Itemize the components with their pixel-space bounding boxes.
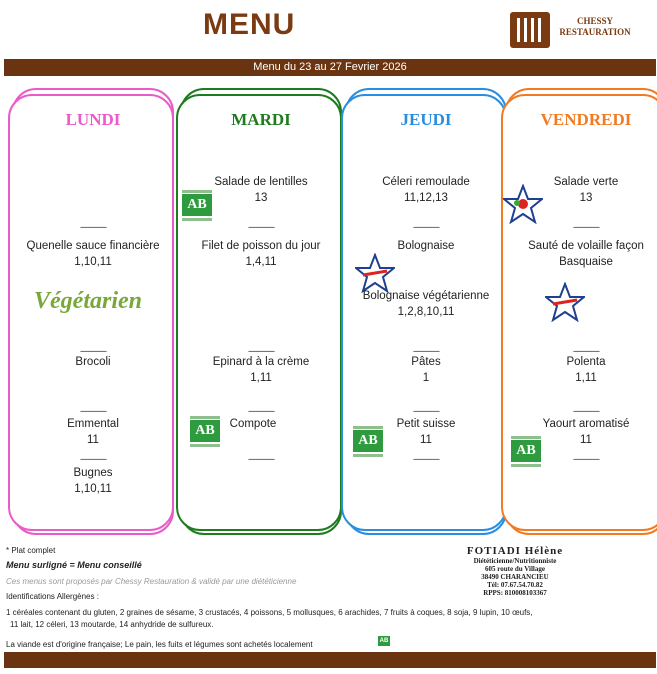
dish: Salade verte 13: [553, 176, 619, 204]
propose-note: Ces menus sont proposés par Chessy Restauration & validé par une diététicienne: [6, 577, 297, 586]
day-column-vendredi: VENDREDI Salade verte 13 ------------- Sauté de volaille façon Basquaise ------------- Polenta 1,11 ------------- Yaourt aromatisé 11 AB -------------: [505, 88, 657, 535]
origine-note: La viande est d'origine française; Le pain, les fuits et légumes sont achetés localement: [6, 640, 313, 649]
menu-surligne-note: Menu surligné = Menu conseillé: [6, 560, 142, 570]
ab-small-logo: AB: [379, 638, 389, 644]
dish: Sauté de volaille façon Basquaise: [528, 240, 644, 268]
allergenes-list-2: 11 lait, 12 céleri, 13 moutarde, 14 anhydride de sulfureux.: [10, 620, 214, 629]
day-title: LUNDI: [65, 110, 121, 129]
date-banner: Menu du 23 au 27 Fevrier 2026: [4, 59, 656, 76]
dish: Quenelle sauce financière 1,10,11: [26, 240, 160, 268]
dish: Petit suisse 11: [396, 418, 456, 446]
day-title: JEUDI: [400, 110, 452, 129]
dish: Compote: [229, 418, 277, 430]
dish: Pâtes 1: [411, 356, 441, 384]
dish: Bolognaise: [397, 240, 455, 252]
dish: Emmental 11: [67, 418, 119, 446]
ab-logo: AB: [353, 426, 387, 460]
dieteticienne-stamp: FOTIADI Hélène Diététicienne/Nutritionniste 605 route du Village 38490 CHARANCIEU Tél: 07.67.54.70.82 RPPS: 810008103367: [466, 545, 564, 597]
dish: Bugnes 1,10,11: [73, 467, 113, 495]
dish: Filet de poisson du jour 1,4,11: [201, 240, 321, 268]
day-title: MARDI: [231, 110, 291, 129]
dish: Brocoli: [75, 356, 111, 368]
cutlery-icon: [510, 12, 550, 48]
vegetarien-logo: Végétarien: [34, 288, 142, 314]
day-title: VENDREDI: [540, 110, 632, 129]
dish: Yaourt aromatisé 11: [542, 418, 630, 446]
dish: Epinard à la crème 1,11: [212, 356, 310, 384]
chessy-logo: CHESSY RESTAURATION: [510, 12, 635, 48]
ab-logo: AB: [511, 436, 545, 470]
day-column-lundi: LUNDI ------------- Quenelle sauce financière 1,10,11 Végétarien ------------- Brocoli ------------- Emmental 11 ------------- Bugnes 1,10,11: [12, 88, 174, 535]
viandes-de-france-icon: [355, 253, 395, 293]
menu-title: MENU: [203, 8, 296, 41]
plat-complet-note: * Plat complet: [6, 546, 56, 555]
bottom-band: [4, 652, 656, 668]
ab-logo: AB: [182, 190, 216, 224]
dish: Salade de lentilles 13: [214, 176, 308, 204]
day-column-mardi: MARDI Salade de lentilles 13 AB ------------- Filet de poisson du jour 1,4,11 ------------- Epinard à la crème 1,11 ------------- AB Compote -------------: [180, 88, 342, 535]
dish: Bolognaise végétarienne 1,2,8,10,11: [362, 290, 490, 318]
dish: Polenta 1,11: [566, 356, 606, 384]
allergenes-list-1: 1 céréales contenant du gluten, 2 graines de sésame, 3 crustacés, 4 poissons, 5 mollusques, 6 arachides, 7 fruits à coques, 8 soja, 9 lupin, 10 œufs,: [6, 608, 533, 617]
viandes-de-france-icon: [545, 282, 585, 322]
ab-logo: AB: [190, 416, 224, 450]
dish: Céleri remoulade 11,12,13: [382, 176, 470, 204]
day-column-jeudi: JEUDI Céleri remoulade 11,12,13 ------------- Bolognaise Bolognaise végétarienne 1,2,8,10,11 ------------- Pâtes 1 ------------- AB Petit suisse 11 -------------: [345, 88, 507, 535]
allergenes-title: Identifications Allergènes :: [6, 592, 99, 601]
